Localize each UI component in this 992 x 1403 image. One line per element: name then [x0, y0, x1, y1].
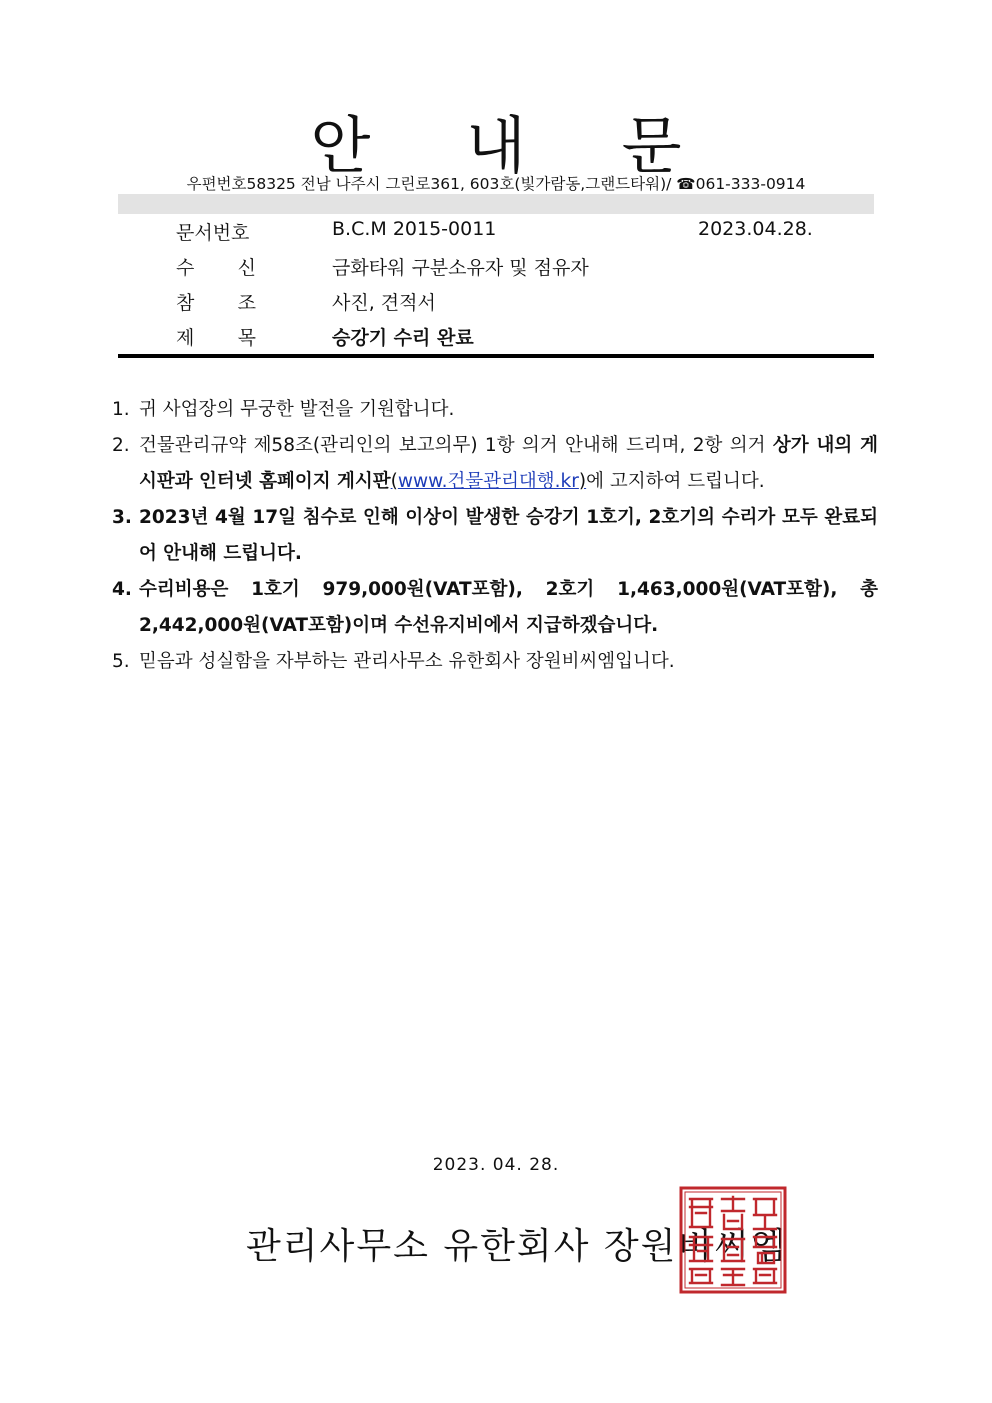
list-item: 1. 귀 사업장의 무궁한 발전을 기원합니다. [112, 399, 455, 420]
reference-label: 참 조 [176, 292, 256, 314]
reference-value: 사진, 견적서 [332, 292, 436, 314]
doc-date: 2023.04.28. [698, 218, 813, 240]
meta-row-subject [118, 323, 874, 353]
header-rule [118, 354, 874, 358]
meta-row-recipient [118, 253, 874, 283]
recipient-label: 수 신 [176, 257, 256, 279]
address-line: 우편번호58325 전남 나주시 그린로361, 603호(빛가람동,그랜드타워)/ ☎061-333-0914 [186, 175, 806, 193]
list-item: 2. 건물관리규약 제58조(관리인의 보고의무) 1항 의거 안내해 드리며, 2항 의거 상가 내의 게시판과 인터넷 홈페이지 게시판(www.건물관리대행.kr)에 고지하여 드립니다. [112, 435, 878, 492]
document-title: 안 내 문 [310, 109, 720, 182]
organization-name: 관리사무소 유한회사 장원비씨엠 [246, 1226, 788, 1267]
meta-row-reference [118, 288, 874, 318]
meta-row-doc-no [118, 218, 874, 248]
subject-value: 승강기 수리 완료 [332, 327, 474, 349]
footer-date: 2023. 04. 28. [432, 1155, 560, 1175]
recipient-value: 금화타워 구분소유자 및 점유자 [332, 257, 589, 279]
header-divider-bar [118, 194, 874, 214]
company-seal-icon [678, 1185, 788, 1295]
subject-label: 제 목 [176, 327, 256, 349]
doc-no-value: B.C.M 2015-0011 [332, 218, 497, 240]
doc-no-label: 문서번호 [176, 222, 250, 244]
body-items [112, 392, 878, 680]
list-item: 3. 2023년 4월 17일 침수로 인해 이상이 발생한 승강기 1호기, 2호기의 수리가 모두 완료되어 안내해 드립니다. [112, 507, 878, 564]
list-item: 5. 믿음과 성실함을 자부하는 관리사무소 유한회사 장원비씨엠입니다. [112, 651, 675, 672]
homepage-link[interactable]: (www.건물관리대행.kr) [390, 471, 587, 492]
list-item: 4. 수리비용은 1호기 979,000원(VAT포함), 2호기 1,463,000원(VAT포함), 총 2,442,000원(VAT포함)이며 수선유지비에서 지급하겠습니다. [112, 579, 878, 636]
